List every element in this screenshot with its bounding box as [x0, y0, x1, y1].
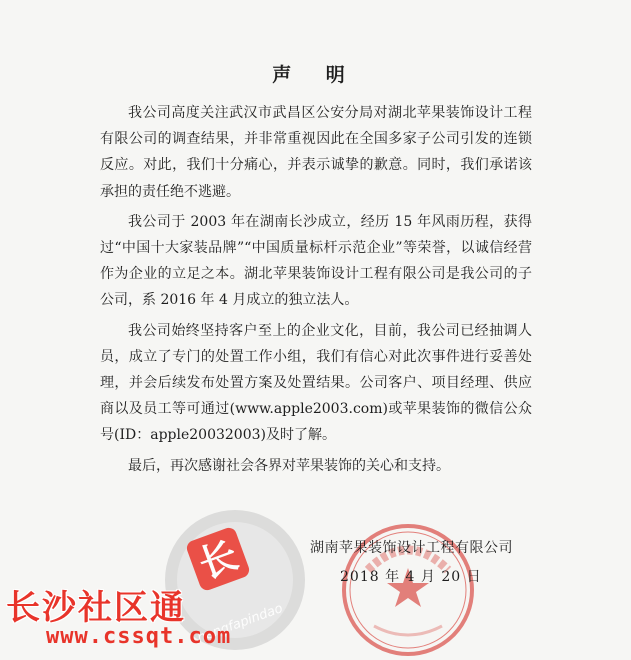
logo-text: hengfapindao: [195, 601, 285, 646]
document-body: [100, 100, 532, 483]
logo-char: 长: [192, 532, 244, 588]
document-title: 声 明: [272, 64, 359, 86]
watermark-site-name: 长沙社区通: [6, 588, 186, 628]
signature-date: 2018 年 4 月 20 日: [340, 569, 482, 585]
paragraph-1: 我公司高度关注武汉市武昌区公安分局对湖北苹果装饰设计工程有限公司的调查结果，并非常重视因此在全国多家子公司引发的连锁反应。对此，我们十分痛心，并表示诚挚的歉意。同时，我们承诺该承担的责任绝不逃避。: [100, 105, 532, 200]
watermark-site-url: www.cssqt.com: [46, 624, 232, 649]
paragraph-4: 最后，再次感谢社会各界对苹果装饰的关心和支持。: [128, 457, 450, 474]
paragraph-2: 我公司于 2003 年在湖南长沙成立，经历 15 年风雨历程，获得过“中国十大家装品牌”“中国质量标杆示范企业”等荣誉，以诚信经营作为企业的立足之本。湖北苹果装饰设计工程有限公司是我公司的子公司，系 2016 年 4 月成立的独立法人。: [100, 213, 532, 309]
signature-org: 湖南苹果装饰设计工程有限公司: [310, 540, 513, 556]
paragraph-3: 我公司始终坚持客户至上的企业文化，目前，我公司已经抽调人员，成立了专门的处置工作小组，我们有信心对此次事件进行妥善处理，并会后续发布处置方案及处置结果。公司客户、项目经理、供应商以及员工等可通过(www.apple2003.com)或苹果装饰的微信公众号(ID：apple20032003)及时了解。: [100, 322, 532, 444]
